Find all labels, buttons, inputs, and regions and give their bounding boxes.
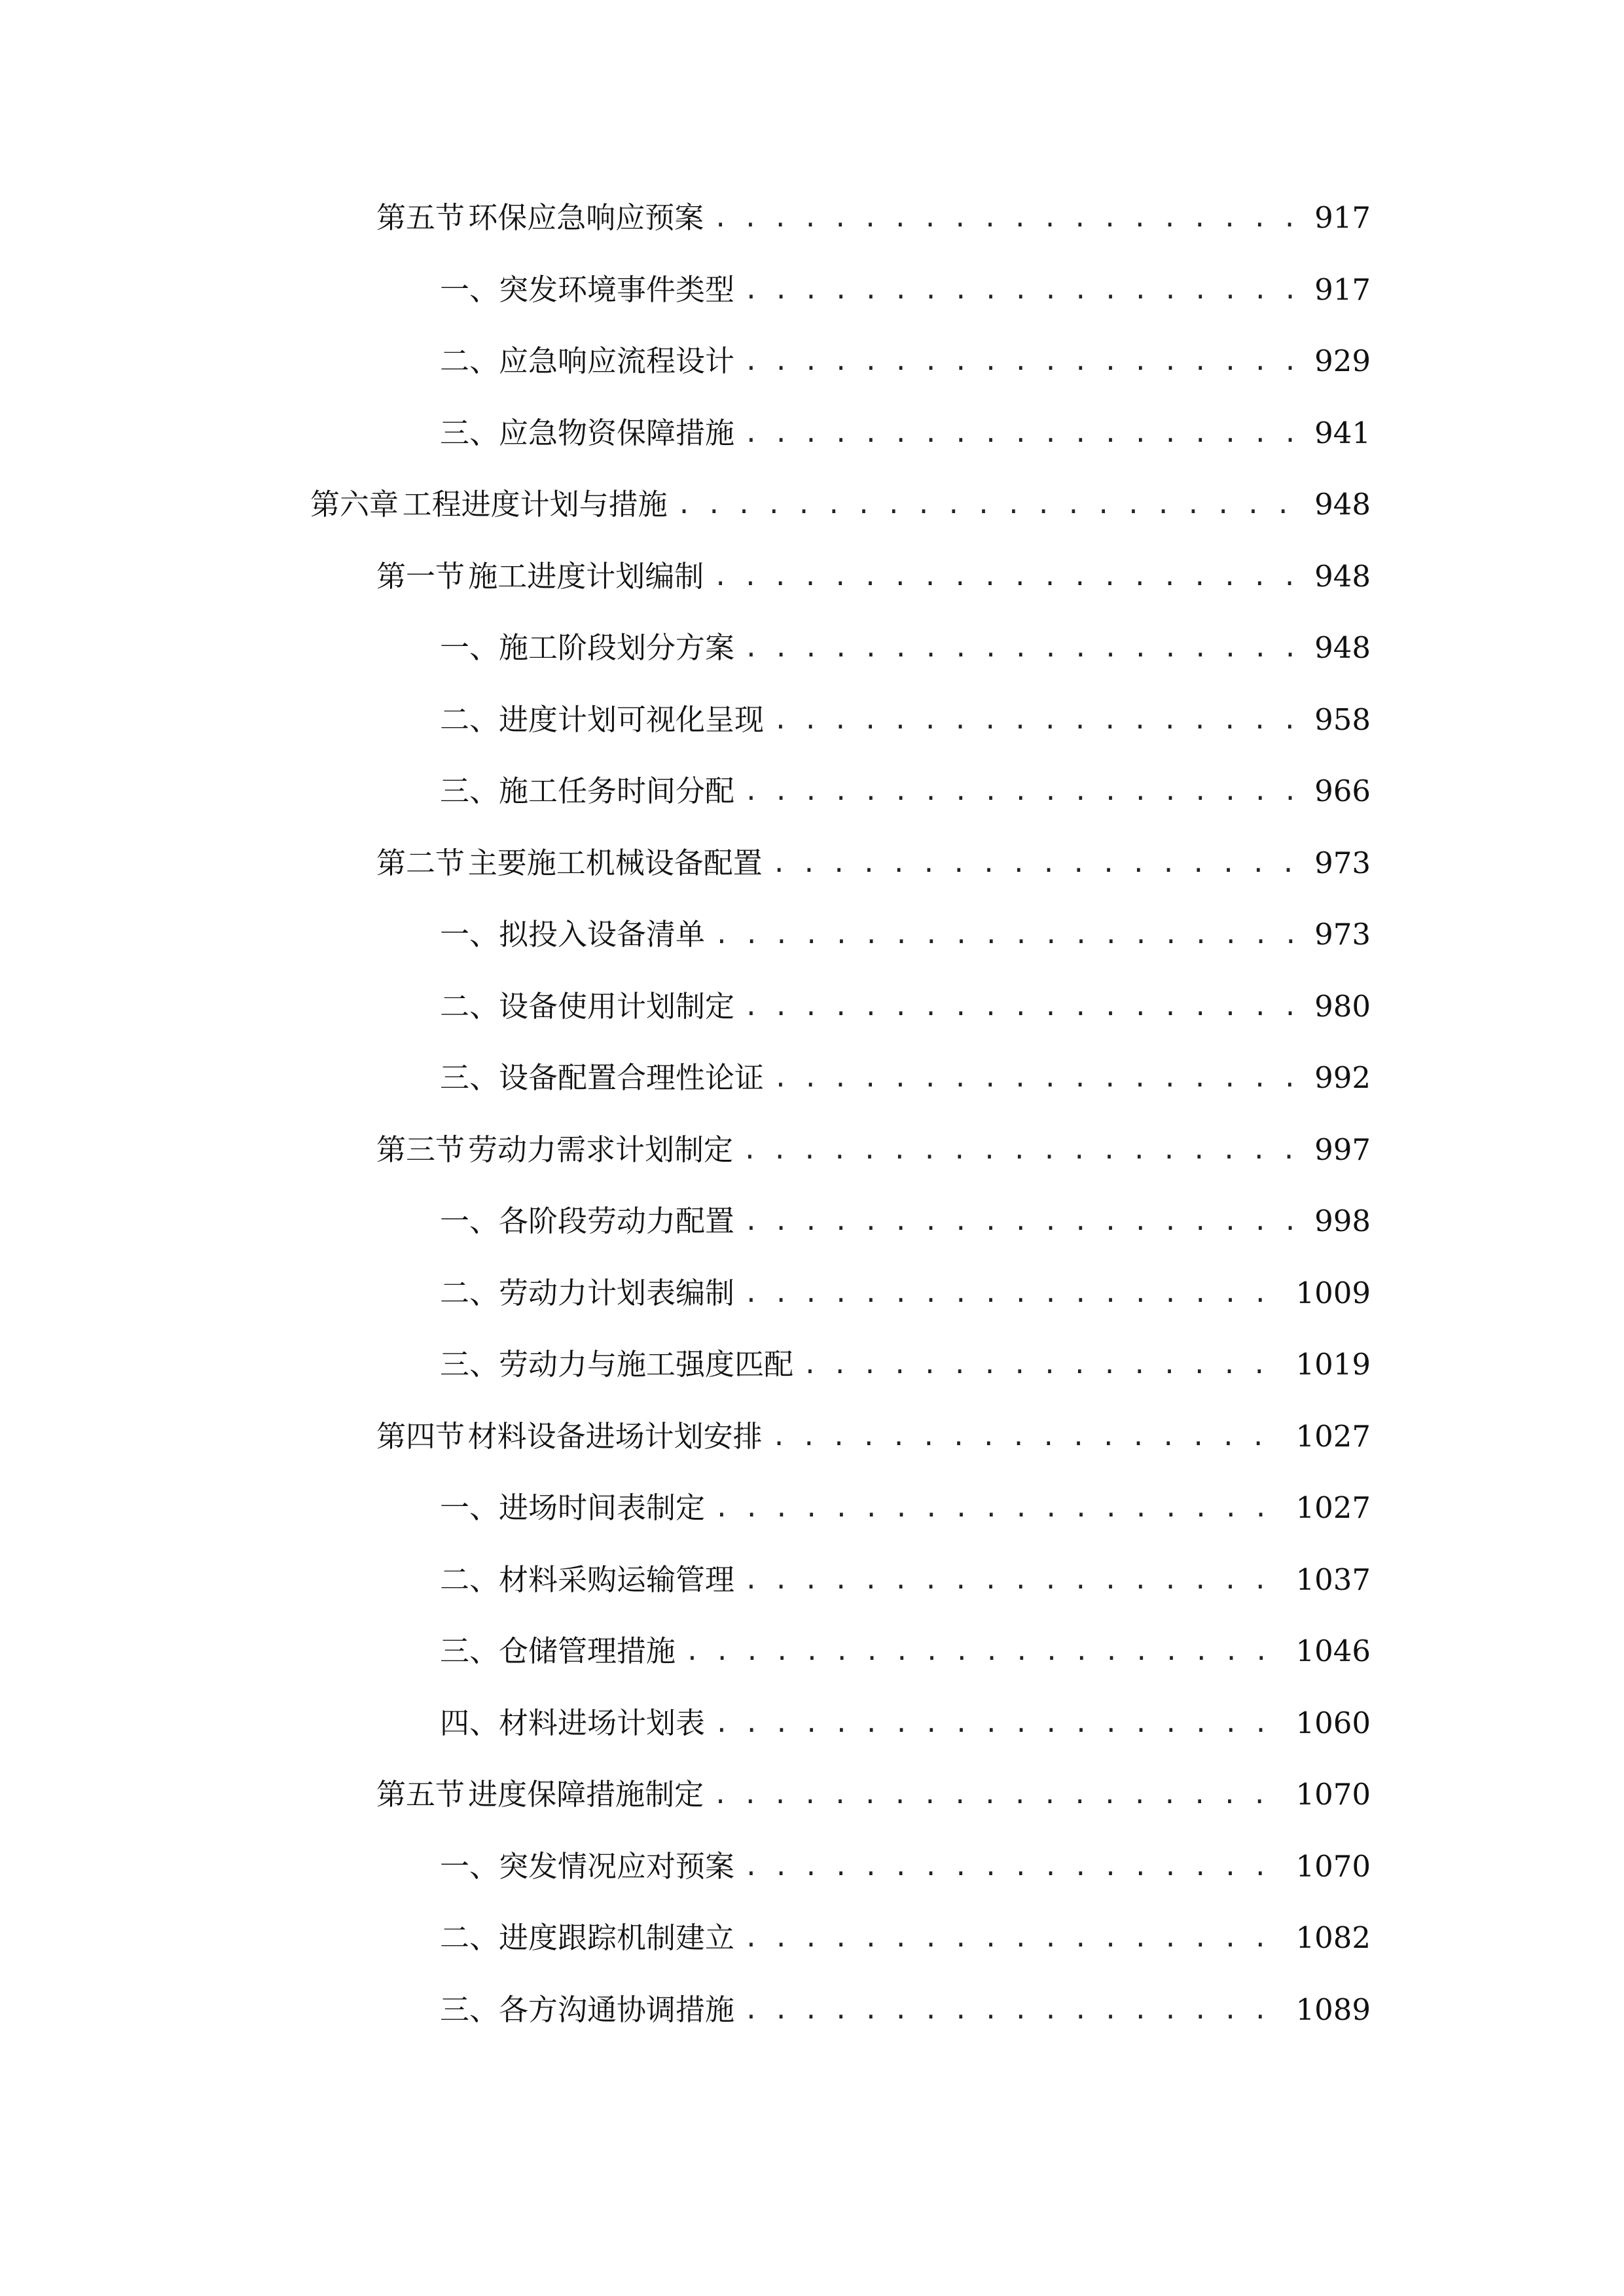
toc-entry-title: 进度保障措施制定 xyxy=(468,1777,704,1812)
toc-entry-page: 1027 xyxy=(1295,1419,1371,1454)
dot-leader xyxy=(714,1700,1286,1746)
toc-entry[interactable] xyxy=(440,1844,1371,1890)
dot-leader xyxy=(685,1628,1286,1674)
toc-entry-number: 第二节 xyxy=(376,846,465,880)
toc-entry-title: 劳动力需求计划制定 xyxy=(468,1132,734,1167)
dot-leader xyxy=(772,840,1305,886)
toc-entry-page: 966 xyxy=(1314,774,1371,808)
toc-entry-number: 二、 xyxy=(440,989,499,1024)
toc-entry-page: 1060 xyxy=(1295,1706,1371,1740)
toc-entry-page: 929 xyxy=(1314,344,1371,378)
toc-entry[interactable] xyxy=(440,1198,1371,1244)
toc-entry-number: 三、 xyxy=(440,1347,499,1382)
toc-entry-page: 917 xyxy=(1314,200,1371,235)
toc-entry-number: 一、 xyxy=(440,917,499,952)
toc-entry[interactable] xyxy=(376,1127,1371,1173)
toc-entry-number: 第四节 xyxy=(376,1419,465,1454)
dot-leader xyxy=(744,625,1305,671)
dot-leader xyxy=(714,912,1305,958)
toc-entry[interactable] xyxy=(440,1915,1371,1961)
toc-entry-number: 三、 xyxy=(440,1060,499,1095)
toc-entry-title: 施工任务时间分配 xyxy=(499,774,735,808)
toc-entry-number: 三、 xyxy=(440,416,499,450)
toc-entry-title: 劳动力计划表编制 xyxy=(499,1276,735,1310)
toc-entry-title: 应急物资保障措施 xyxy=(499,416,735,450)
toc-entry-page: 998 xyxy=(1314,1204,1371,1238)
toc-entry-number: 第三节 xyxy=(376,1132,465,1167)
dot-leader xyxy=(744,768,1305,814)
toc-entry-number: 第六章 xyxy=(310,487,399,522)
dot-leader xyxy=(772,1414,1287,1460)
dot-leader xyxy=(744,1987,1286,2033)
toc-entry-number: 三、 xyxy=(440,774,499,808)
dot-leader xyxy=(773,697,1305,743)
toc-entry-page: 1037 xyxy=(1295,1562,1371,1597)
dot-leader xyxy=(713,554,1305,600)
toc-entry[interactable] xyxy=(440,1342,1371,1388)
toc-entry-page: 917 xyxy=(1314,272,1371,307)
dot-leader xyxy=(744,984,1305,1030)
toc-entry-title: 拟投入设备清单 xyxy=(499,917,706,952)
toc-entry-number: 二、 xyxy=(440,1276,499,1310)
dot-leader xyxy=(744,1270,1286,1316)
toc-entry[interactable] xyxy=(310,482,1371,528)
toc-entry[interactable] xyxy=(440,984,1371,1030)
toc-entry[interactable] xyxy=(440,410,1371,456)
toc-entry[interactable] xyxy=(440,912,1371,958)
toc-entry[interactable] xyxy=(440,697,1371,743)
dot-leader xyxy=(677,482,1305,528)
toc-entry-page: 941 xyxy=(1314,416,1371,450)
toc-entry[interactable] xyxy=(376,1772,1371,1818)
toc-entry-page: 1082 xyxy=(1295,1920,1371,1955)
dot-leader xyxy=(744,1557,1286,1603)
toc-entry[interactable] xyxy=(376,840,1371,886)
toc-entry[interactable] xyxy=(440,625,1371,671)
toc-entry-page: 1009 xyxy=(1295,1276,1371,1310)
toc-entry-number: 第五节 xyxy=(376,200,465,235)
toc-entry-title: 进度跟踪机制建立 xyxy=(499,1920,735,1955)
toc-entry-title: 应急响应流程设计 xyxy=(499,344,735,378)
toc-entry[interactable] xyxy=(440,1270,1371,1316)
dot-leader xyxy=(713,1772,1286,1818)
dot-leader xyxy=(773,1055,1305,1101)
toc-entry-number: 二、 xyxy=(440,1920,499,1955)
toc-entry-title: 设备使用计划制定 xyxy=(499,989,735,1024)
dot-leader xyxy=(742,1127,1305,1173)
toc-entry-number: 三、 xyxy=(440,1634,499,1668)
dot-leader xyxy=(803,1342,1286,1388)
toc-entry-title: 各阶段劳动力配置 xyxy=(499,1204,735,1238)
toc-entry-title: 各方沟通协调措施 xyxy=(499,1992,735,2027)
toc-entry-title: 材料采购运输管理 xyxy=(499,1562,735,1597)
toc-entry-title: 材料设备进场计划安排 xyxy=(467,1419,763,1454)
toc-entry-page: 948 xyxy=(1314,630,1371,665)
toc-entry-number: 一、 xyxy=(440,1204,499,1238)
toc-entry-page: 992 xyxy=(1314,1060,1371,1095)
toc-entry-number: 二、 xyxy=(440,1562,499,1597)
toc-entry-page: 973 xyxy=(1314,917,1371,952)
toc-entry-number: 一、 xyxy=(440,1849,499,1884)
toc-entry-number: 一、 xyxy=(440,1490,499,1525)
toc-entry[interactable] xyxy=(440,1987,1371,2033)
toc-entry-number: 三、 xyxy=(440,1992,499,2027)
toc-entry[interactable] xyxy=(376,554,1371,600)
dot-leader xyxy=(744,267,1305,313)
toc-entry-title: 仓储管理措施 xyxy=(499,1634,676,1668)
dot-leader xyxy=(713,195,1305,241)
toc-entry-number: 一、 xyxy=(440,272,499,307)
dot-leader xyxy=(744,1915,1286,1961)
toc-entry[interactable] xyxy=(376,195,1371,241)
toc-entry[interactable] xyxy=(440,768,1371,814)
toc-entry-title: 突发情况应对预案 xyxy=(499,1849,735,1884)
toc-entry-number: 二、 xyxy=(440,702,499,737)
toc-entry[interactable] xyxy=(440,1055,1371,1101)
toc-entry-number: 第五节 xyxy=(376,1777,465,1812)
toc-entry-page: 973 xyxy=(1314,846,1371,880)
toc-entry-number: 二、 xyxy=(440,344,499,378)
toc-entry-number: 四、 xyxy=(440,1706,499,1740)
toc-entry[interactable] xyxy=(376,1414,1371,1460)
toc-entry-title: 突发环境事件类型 xyxy=(499,272,735,307)
toc-entry-page: 997 xyxy=(1314,1132,1371,1167)
toc-entry-page: 1070 xyxy=(1295,1849,1371,1884)
toc-entry-page: 1019 xyxy=(1295,1347,1371,1382)
toc-entry-page: 948 xyxy=(1314,487,1371,522)
toc-entry-title: 工程进度计划与措施 xyxy=(402,487,668,522)
toc-entry-number: 一、 xyxy=(440,630,499,665)
toc-entry-page: 1089 xyxy=(1295,1992,1371,2027)
dot-leader xyxy=(744,1198,1305,1244)
toc-entry-title: 施工进度计划编制 xyxy=(468,559,704,594)
toc-entry-page: 1027 xyxy=(1295,1490,1371,1525)
toc-entry-title: 材料进场计划表 xyxy=(499,1706,706,1740)
toc-entry-title: 劳动力与施工强度匹配 xyxy=(499,1347,794,1382)
dot-leader xyxy=(744,1844,1286,1890)
dot-leader xyxy=(714,1485,1286,1531)
toc-entry-page: 948 xyxy=(1314,559,1371,594)
toc-entry-page: 1046 xyxy=(1295,1634,1371,1668)
toc-entry-page: 958 xyxy=(1314,702,1371,737)
toc-entry-title: 设备配置合理性论证 xyxy=(499,1060,765,1095)
toc-entry[interactable] xyxy=(440,267,1371,313)
toc-entry-title: 施工阶段划分方案 xyxy=(499,630,735,665)
toc-entry[interactable] xyxy=(440,1628,1371,1674)
toc-entry-title: 进场时间表制定 xyxy=(499,1490,706,1525)
toc-entry-page: 980 xyxy=(1314,989,1371,1024)
toc-entry[interactable] xyxy=(440,1700,1371,1746)
toc-entry-title: 主要施工机械设备配置 xyxy=(467,846,763,880)
toc-entry-title: 环保应急响应预案 xyxy=(468,200,704,235)
toc-entry-title: 进度计划可视化呈现 xyxy=(499,702,765,737)
toc-entry[interactable] xyxy=(440,338,1371,384)
toc-entry-number: 第一节 xyxy=(376,559,465,594)
dot-leader xyxy=(744,410,1305,456)
toc-entry[interactable] xyxy=(440,1485,1371,1531)
toc-entry-page: 1070 xyxy=(1295,1777,1371,1812)
toc-entry[interactable] xyxy=(440,1557,1371,1603)
dot-leader xyxy=(744,338,1305,384)
